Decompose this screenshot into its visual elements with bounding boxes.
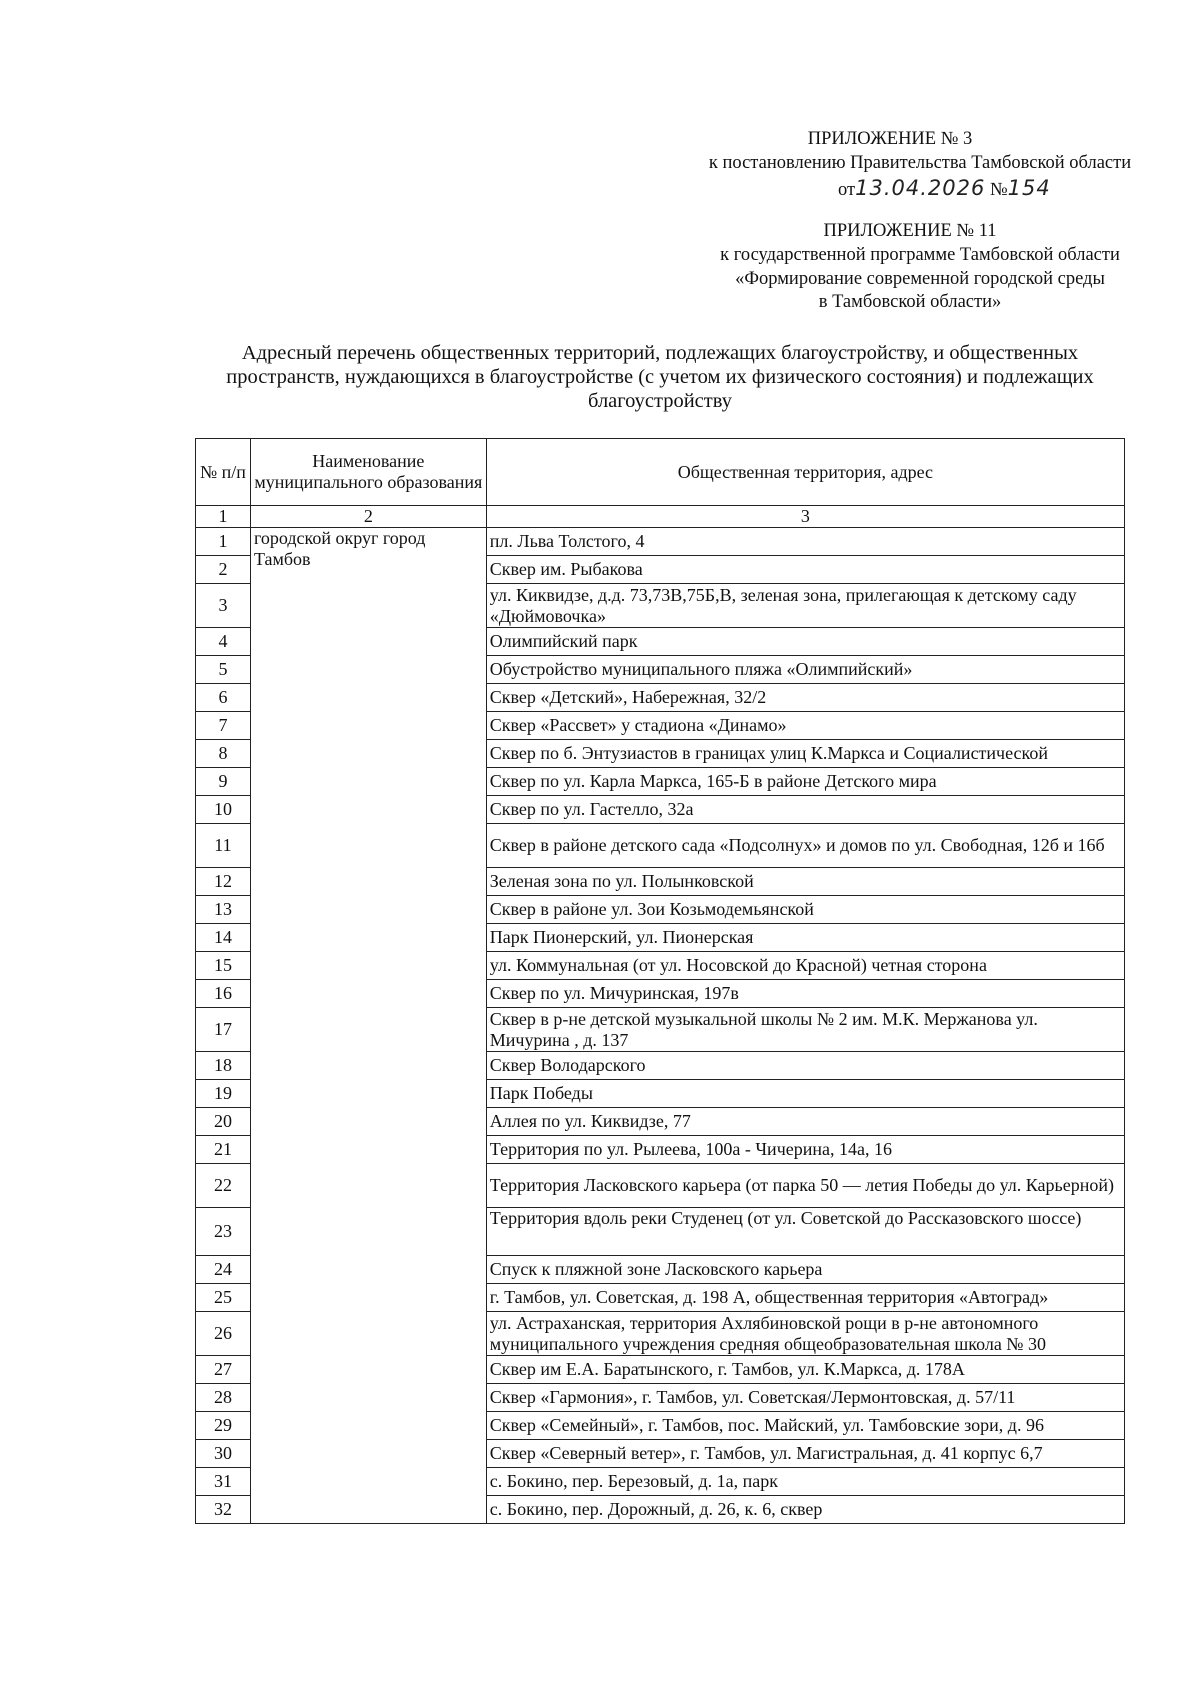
row-number: 25: [196, 1284, 251, 1312]
territory-address: Обустройство муниципального пляжа «Олимпийский»: [486, 656, 1124, 684]
row-number: 32: [196, 1496, 251, 1524]
territory-address: с. Бокино, пер. Березовый, д. 1а, парк: [486, 1468, 1124, 1496]
territory-address: Сквер им. Рыбакова: [486, 556, 1124, 584]
territory-address: Территория по ул. Рылеева, 100а - Чичерина, 14а, 16: [486, 1136, 1124, 1164]
row-number: 27: [196, 1356, 251, 1384]
number-prefix: №: [989, 180, 1008, 200]
territory-address: ул. Коммунальная (от ул. Носовской до Красной) четная сторона: [486, 952, 1124, 980]
territory-address: пл. Льва Толстого, 4: [486, 528, 1124, 556]
handwritten-date: 13.04.2026: [855, 176, 986, 200]
territory-address: Сквер «Рассвет» у стадиона «Динамо»: [486, 712, 1124, 740]
territory-address: Сквер «Северный ветер», г. Тамбов, ул. Магистральная, д. 41 корпус 6,7: [486, 1440, 1124, 1468]
row-number: 19: [196, 1080, 251, 1108]
row-number: 5: [196, 656, 251, 684]
index-cell: 2: [250, 506, 486, 528]
appendix11-line-1: к государственной программе Тамбовской области: [720, 245, 1120, 265]
territory-address: Олимпийский парк: [486, 628, 1124, 656]
territory-address: Сквер им Е.А. Баратынского, г. Тамбов, ул. К.Маркса, д. 178А: [486, 1356, 1124, 1384]
territory-address: Сквер по ул. Гастелло, 32а: [486, 796, 1124, 824]
resolution-date-number: [838, 177, 1088, 201]
territory-address: Сквер Володарского: [486, 1052, 1124, 1080]
row-number: 23: [196, 1208, 251, 1256]
appendix3-resolution-line: к постановлению Правительства Тамбовской области: [708, 153, 1132, 173]
territory-address: Сквер в районе детского сада «Подсолнух» и домов по ул. Свободная, 12б и 16б: [486, 824, 1124, 868]
row-number: 17: [196, 1008, 251, 1052]
index-cell: 3: [486, 506, 1124, 528]
territory-address: Сквер по ул. Карла Маркса, 165-Б в районе Детского мира: [486, 768, 1124, 796]
row-number: 8: [196, 740, 251, 768]
row-number: 3: [196, 584, 251, 628]
table-header-row: [196, 439, 1125, 506]
territory-address: Территория вдоль реки Студенец (от ул. Советской до Рассказовского шоссе): [486, 1208, 1124, 1256]
row-number: 21: [196, 1136, 251, 1164]
territory-address: Парк Победы: [486, 1080, 1124, 1108]
row-number: 24: [196, 1256, 251, 1284]
row-number: 28: [196, 1384, 251, 1412]
territories-table: [195, 438, 1125, 1524]
appendix11-line-2: «Формирование современной городской среды: [735, 269, 1105, 289]
territory-address: Сквер по б. Энтузиастов в границах улиц К.Маркса и Социалистической: [486, 740, 1124, 768]
row-number: 29: [196, 1412, 251, 1440]
row-number: 12: [196, 868, 251, 896]
row-number: 16: [196, 980, 251, 1008]
row-number: 31: [196, 1468, 251, 1496]
territory-address: г. Тамбов, ул. Советская, д. 198 А, общественная территория «Автоград»: [486, 1284, 1124, 1312]
appendix3-title: ПРИЛОЖЕНИЕ № 3: [807, 129, 973, 149]
territory-address: Спуск к пляжной зоне Ласковского карьера: [486, 1256, 1124, 1284]
row-number: 18: [196, 1052, 251, 1080]
territory-address: Парк Пионерский, ул. Пионерская: [486, 924, 1124, 952]
row-number: 22: [196, 1164, 251, 1208]
row-number: 2: [196, 556, 251, 584]
territory-address: ул. Киквидзе, д.д. 73,73В,75Б,В, зеленая зона, прилегающая к детскому саду «Дюймовочка»: [486, 584, 1124, 628]
row-number: 10: [196, 796, 251, 824]
territory-address: ул. Астраханская, территория Ахлябиновской рощи в р-не автономного муниципального учреждения средняя общеобразовательная школа № 30: [486, 1312, 1124, 1356]
col-number-header: № п/п: [196, 439, 251, 506]
appendix11-line-3: в Тамбовской области»: [818, 292, 1002, 312]
municipality-cell: городской округ город Тамбов: [250, 528, 486, 1524]
row-number: 30: [196, 1440, 251, 1468]
date-prefix: от: [838, 180, 856, 200]
col-territory-header: Общественная территория, адрес: [486, 439, 1124, 506]
row-number: 1: [196, 528, 251, 556]
row-number: 6: [196, 684, 251, 712]
handwritten-number: 154: [1007, 176, 1051, 200]
table-index-row: [196, 506, 1125, 528]
territory-address: Сквер в районе ул. Зои Козьмодемьянской: [486, 896, 1124, 924]
territory-address: Территория Ласковского карьера (от парка 50 — летия Победы до ул. Карьерной): [486, 1164, 1124, 1208]
territory-address: Сквер в р-не детской музыкальной школы № 2 им. М.К. Мержанова ул. Мичурина , д. 137: [486, 1008, 1124, 1052]
row-number: 13: [196, 896, 251, 924]
territory-address: Аллея по ул. Киквидзе, 77: [486, 1108, 1124, 1136]
row-number: 11: [196, 824, 251, 868]
row-number: 9: [196, 768, 251, 796]
territory-address: Сквер по ул. Мичуринская, 197в: [486, 980, 1124, 1008]
row-number: 4: [196, 628, 251, 656]
territory-address: Сквер «Детский», Набережная, 32/2: [486, 684, 1124, 712]
territory-address: Сквер «Семейный», г. Тамбов, пос. Майский, ул. Тамбовские зори, д. 96: [486, 1412, 1124, 1440]
appendix11-title: ПРИЛОЖЕНИЕ № 11: [823, 221, 997, 241]
row-number: 20: [196, 1108, 251, 1136]
row-number: 14: [196, 924, 251, 952]
territory-address: Зеленая зона по ул. Полынковской: [486, 868, 1124, 896]
document-title: Адресный перечень общественных территорий, подлежащих благоустройству, и общественных пространств, нуждающихся в благоустройстве (с учетом их физического состояния) и подлежащих благоустройству: [226, 342, 1094, 412]
table-row: [196, 528, 1125, 556]
index-cell: 1: [196, 506, 251, 528]
row-number: 26: [196, 1312, 251, 1356]
row-number: 7: [196, 712, 251, 740]
territory-address: с. Бокино, пер. Дорожный, д. 26, к. 6, сквер: [486, 1496, 1124, 1524]
territory-address: Сквер «Гармония», г. Тамбов, ул. Советская/Лермонтовская, д. 57/11: [486, 1384, 1124, 1412]
row-number: 15: [196, 952, 251, 980]
col-municipality-header: Наименование муниципального образования: [250, 439, 486, 506]
